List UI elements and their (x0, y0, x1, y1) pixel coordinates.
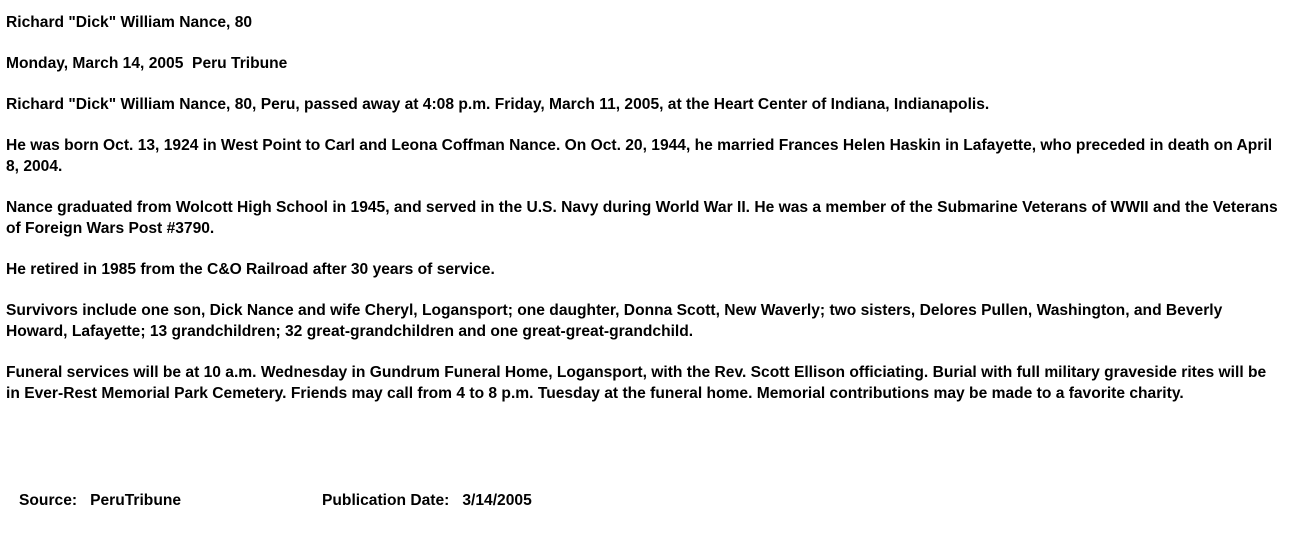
source-label: Source: (19, 492, 78, 509)
source-field (19, 490, 181, 511)
publication-date-field (322, 490, 532, 511)
obituary-document (6, 12, 1281, 424)
publication-date-value: 3/14/2005 (462, 492, 532, 509)
paragraph-education-service: Nance graduated from Wolcott High School in 1945, and served in the U.S. Navy during World War II. He was a member of the Submarine Veterans of WWII and the Veterans of Foreign Wars Post #3790. (6, 199, 1278, 237)
paragraph-survivors: Survivors include one son, Dick Nance and wife Cheryl, Logansport; one daughter, Donna Scott, New Waverly; two sisters, Delores Pullen, Washington, and Beverly Howard, Lafayette; 13 grandchildren; 32 great-grandchildren and one great-great-grandchild. (6, 302, 1223, 340)
paragraph-death-notice: Richard "Dick" William Nance, 80, Peru, passed away at 4:08 p.m. Friday, March 11, 2005, at the Heart Center of Indiana, Indianapolis. (6, 96, 990, 113)
paragraph-retirement: He retired in 1985 from the C&O Railroad after 30 years of service. (6, 261, 495, 278)
dateline: Monday, March 14, 2005 Peru Tribune (6, 55, 288, 72)
publication-date-label: Publication Date: (322, 492, 450, 509)
source-value: PeruTribune (90, 492, 182, 509)
source-footer (19, 490, 1219, 512)
obituary-heading: Richard "Dick" William Nance, 80 (6, 14, 253, 31)
paragraph-birth-marriage: He was born Oct. 13, 1924 in West Point to Carl and Leona Coffman Nance. On Oct. 20, 1944, he married Frances Helen Haskin in Lafayette, who preceded in death on April 8, 2004. (6, 137, 1273, 175)
paragraph-funeral-services: Funeral services will be at 10 a.m. Wednesday in Gundrum Funeral Home, Logansport, with the Rev. Scott Ellison officiating. Burial with full military graveside rites will be in Ever-Rest Memorial Park Cemetery. Friends may call from 4 to 8 p.m. Tuesday at the funeral home. Memorial contributions may be made to a favorite charity. (6, 364, 1267, 402)
